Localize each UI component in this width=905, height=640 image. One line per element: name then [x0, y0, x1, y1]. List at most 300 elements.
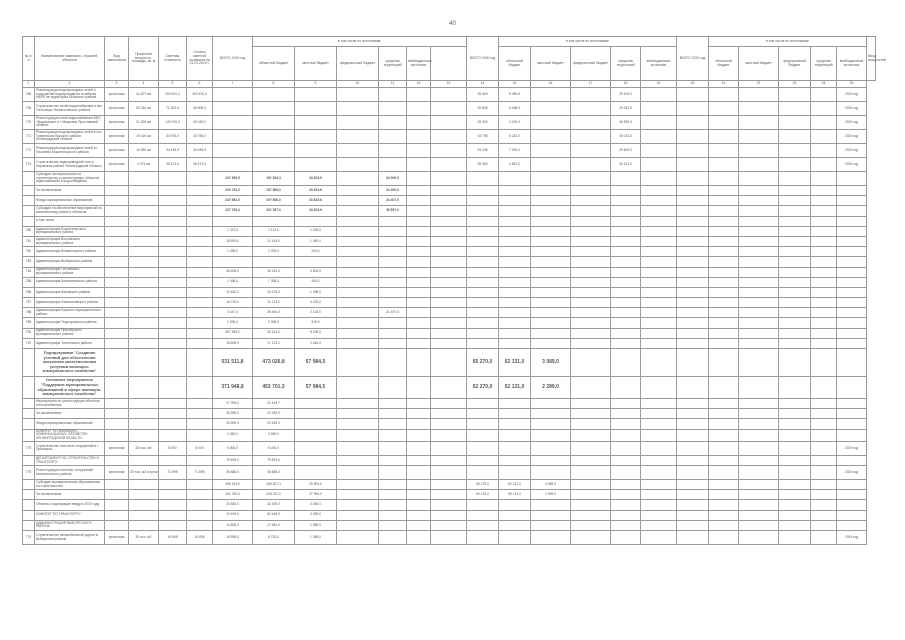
cell-ext19 [407, 257, 431, 267]
column-number: 17 [571, 81, 611, 88]
cell-reg20 [499, 419, 531, 429]
cell-reg19 [253, 257, 295, 267]
cell-fed19 [337, 308, 379, 318]
cell-loc20 [531, 510, 571, 520]
cell-loc21 [709, 236, 739, 246]
cell-reg20 [499, 216, 531, 226]
cell-type [105, 349, 129, 377]
cell-loc19: 1 089,0 [295, 531, 337, 545]
cell-ter19 [379, 409, 407, 419]
cell-total21 [641, 510, 677, 520]
cell-loc21 [709, 257, 739, 267]
cell-fed19 [337, 328, 379, 338]
cell-name: Администрация Тосненского района [35, 338, 105, 348]
cell-cost [159, 480, 187, 490]
cell-loc20 [531, 206, 571, 216]
cell-cap [129, 287, 159, 297]
cell-fed20 [571, 196, 611, 206]
cell-total19 [213, 144, 253, 158]
cell-total19: 1 935,0 [213, 318, 253, 328]
cell-reg20 [499, 455, 531, 465]
cell-loc21 [709, 455, 739, 465]
cell-reg21 [677, 226, 709, 236]
src-federal-2019: федеральный бюджет [337, 47, 379, 81]
cell-reg19: 2 396,0 [253, 318, 295, 328]
cell-fed21 [739, 349, 779, 377]
cell-reg19: 75 593,0 [253, 455, 295, 465]
cell-fed20 [571, 257, 611, 267]
cell-fed21 [739, 441, 779, 455]
cell-fed21 [739, 429, 779, 441]
cell-ext21 [811, 116, 837, 130]
cell-reg21 [677, 186, 709, 196]
cell-loc21 [709, 520, 739, 530]
cell-loc19: 244,0 [295, 247, 337, 257]
subtotal-row [23, 186, 876, 196]
cell-ter21 [779, 88, 811, 102]
cell-loc19: 27 954,0 [295, 490, 337, 500]
cell-ter20: 29 600,0 [611, 144, 641, 158]
cell-type [105, 409, 129, 419]
cell-commission [837, 216, 867, 226]
cell-rem [187, 520, 213, 530]
cell-no: 770 [23, 116, 35, 130]
cell-type: проектная [105, 102, 129, 116]
cell-cost: 400 870,4 [159, 88, 187, 102]
cell-reg20: 62 131,0 [499, 349, 531, 377]
cell-loc20 [531, 429, 571, 441]
cell-cost [159, 429, 187, 441]
cell-ter19 [379, 267, 407, 277]
column-number: 9 [295, 81, 337, 88]
cell-ext19 [407, 531, 431, 545]
cell-reg19 [253, 102, 295, 116]
cell-ext21 [811, 328, 837, 338]
cell-loc20 [531, 318, 571, 328]
cell-reg19: 473 026,8 [253, 349, 295, 377]
cell-ter21 [779, 399, 811, 409]
cell-loc20 [531, 196, 571, 206]
cell-no [23, 490, 35, 500]
cell-ter19 [379, 500, 407, 510]
cell-loc19: 1 398,0 [295, 287, 337, 297]
cell-reg19: 191 933,3 [253, 172, 295, 186]
cell-ter21 [779, 328, 811, 338]
cell-fed19 [337, 419, 379, 429]
cell-total19: 46 696,0 [213, 267, 253, 277]
cell-rem [187, 257, 213, 267]
cell-reg20 [499, 318, 531, 328]
cell-blank19 [431, 144, 467, 158]
cell-ter19 [379, 287, 407, 297]
cell-ter20 [611, 429, 641, 441]
column-number: 15 [499, 81, 531, 88]
cell-fed19 [337, 102, 379, 116]
cell-no [23, 216, 35, 226]
cell-commission [837, 328, 867, 338]
cell-ter21 [779, 510, 811, 520]
cell-name: КОМИТЕТ ПО ЖИЛИЩНО-КОММУНАЛЬНОМУ ХОЗЯЙСТВУ ЛЕНИНГРАДСКОЙ ОБЛАСТИ [35, 429, 105, 441]
column-number: 5 [159, 81, 187, 88]
cell-reg21 [677, 490, 709, 500]
cell-loc19: 33 819,6 [295, 196, 337, 206]
cell-type [105, 419, 129, 429]
cell-reg20: 62 131,0 [499, 377, 531, 399]
cell-cost [159, 236, 187, 246]
cell-fed20 [571, 226, 611, 236]
cell-ter19 [379, 88, 407, 102]
cell-loc21 [709, 349, 739, 377]
cell-total21 [641, 531, 677, 545]
cell-ter20 [611, 196, 641, 206]
cell-fed19 [337, 510, 379, 520]
table-header [23, 37, 886, 88]
cell-reg19: 82 649,0 [253, 510, 295, 520]
cell-fed21 [739, 318, 779, 328]
cell-total20 [467, 247, 499, 257]
cell-total21 [641, 399, 677, 409]
cell-type [105, 206, 129, 216]
cell-ter19: 34 000,0 [379, 172, 407, 186]
cell-no: 790 [23, 328, 35, 338]
cell-ext19 [407, 349, 431, 377]
cell-loc20 [531, 287, 571, 297]
cell-rem [187, 196, 213, 206]
cell-ter21 [779, 267, 811, 277]
cell-total19: 75 593,0 [213, 455, 253, 465]
cell-fed20 [571, 88, 611, 102]
cell-reg19 [253, 116, 295, 130]
cell-ter20 [611, 308, 641, 318]
cell-fed19 [337, 267, 379, 277]
cell-name: Строительство водопроводной сети в Кировском районе Ленинградской области [35, 158, 105, 172]
cell-cap [129, 172, 159, 186]
cell-ter20 [611, 267, 641, 277]
cell-cost [159, 328, 187, 338]
cell-ter20 [611, 399, 641, 409]
cell-loc20 [531, 308, 571, 318]
cell-ext19 [407, 328, 431, 338]
cell-name: Администрация Подпорожского района [35, 318, 105, 328]
col-name: Наименование заказчика, отраслей, объектов [35, 37, 105, 81]
cell-type: проектная [105, 116, 129, 130]
cell-ter19 [379, 377, 407, 399]
column-number: 8 [253, 81, 295, 88]
cell-loc21 [709, 399, 739, 409]
cell-loc19 [295, 144, 337, 158]
cell-cost [159, 247, 187, 257]
cell-cost: 34 436,9 [159, 144, 187, 158]
tail-row [23, 490, 876, 500]
cell-total19: 15 693,0 [213, 236, 253, 246]
cell-reg20 [499, 500, 531, 510]
cell-reg19: 40 144,0 [253, 328, 295, 338]
cell-reg20 [499, 267, 531, 277]
cell-name: Реконструкция очистных сооружений Кингисеппского района [35, 466, 105, 480]
cell-reg21 [677, 349, 709, 377]
cell-fed20 [571, 236, 611, 246]
cell-no: 788 [23, 308, 35, 318]
cell-reg19: 157 506,0 [253, 186, 295, 196]
cell-reg21 [677, 130, 709, 144]
cell-blank19 [431, 455, 467, 465]
cell-type: проектная [105, 88, 129, 102]
cell-cost: 8 000 [159, 441, 187, 455]
cell-loc20: 3 089,0 [531, 349, 571, 377]
cell-fed21 [739, 298, 779, 308]
cell-total21 [641, 429, 677, 441]
cell-fed20 [571, 429, 611, 441]
cell-loc21 [709, 480, 739, 490]
cell-total21 [641, 102, 677, 116]
cell-commission [837, 500, 867, 510]
cell-name: Основное мероприятие "Поддержка муниципальных образований в сфере жилищно-коммунального хозяйства" [35, 377, 105, 399]
cell-ter21 [779, 480, 811, 490]
cell-loc21 [709, 338, 739, 348]
cell-commission [837, 226, 867, 236]
cell-rem [187, 172, 213, 186]
cell-name: Администрация Выборгского района [35, 257, 105, 267]
cell-ext19 [407, 500, 431, 510]
cell-total19: 1 372,6 [213, 226, 253, 236]
cell-fed20 [571, 328, 611, 338]
cell-loc21 [709, 226, 739, 236]
cell-total19 [213, 116, 253, 130]
column-number: 13 [431, 81, 467, 88]
cell-reg20 [499, 247, 531, 257]
cell-reg20 [499, 257, 531, 267]
cell-rem [187, 455, 213, 465]
cell-total20 [467, 216, 499, 226]
cell-rem [187, 308, 213, 318]
cell-type: проектная [105, 531, 129, 545]
cell-loc21 [709, 419, 739, 429]
cell-no: 782 [23, 247, 35, 257]
cell-cap: 44,207 км [129, 88, 159, 102]
cell-loc21 [709, 216, 739, 226]
cell-loc20 [531, 338, 571, 348]
cell-loc21 [709, 531, 739, 545]
cell-reg21 [677, 500, 709, 510]
cell-rem [187, 277, 213, 287]
cell-total20 [467, 186, 499, 196]
cell-ter20 [611, 328, 641, 338]
cell-reg21 [677, 257, 709, 267]
cell-loc19: 915,0 [295, 318, 337, 328]
cell-total21 [641, 409, 677, 419]
cell-loc19 [295, 399, 337, 409]
cell-loc21 [709, 377, 739, 399]
cell-name: Подпрограмма "Создание условий для обеспечения населения качественными услугами жилищно-коммунального хозяйства" [35, 349, 105, 377]
district-row [23, 298, 876, 308]
cell-name: Мероприятия по реконструкции объектов теплоснабжения [35, 399, 105, 409]
cell-commission [837, 277, 867, 287]
cell-ext21 [811, 338, 837, 348]
cell-fed21 [739, 287, 779, 297]
cell-cost [159, 409, 187, 419]
cell-cost: 71 202,9 [159, 102, 187, 116]
cell-reg21 [677, 480, 709, 490]
cell-cap: 21 405 км [129, 116, 159, 130]
cell-ter19: 34 400,0 [379, 186, 407, 196]
cell-fed19 [337, 206, 379, 216]
cell-ext19 [407, 277, 431, 287]
cell-fed20 [571, 531, 611, 545]
cell-ext21 [811, 172, 837, 186]
cell-ext19 [407, 144, 431, 158]
cell-loc19: 3 455,0 [295, 500, 337, 510]
cell-loc20 [531, 158, 571, 172]
cell-total21 [641, 172, 677, 186]
cell-type: проектная [105, 441, 129, 455]
column-number: 2 [35, 81, 105, 88]
cell-reg21 [677, 308, 709, 318]
cell-ter21 [779, 186, 811, 196]
subtotal-row [23, 206, 876, 216]
cell-total21 [641, 277, 677, 287]
cell-loc19: 33 819,6 [295, 186, 337, 196]
column-number: 20 [677, 81, 709, 88]
cell-total20 [467, 466, 499, 480]
cell-total19 [213, 130, 253, 144]
cell-fed20 [571, 277, 611, 287]
cell-ter19 [379, 490, 407, 500]
cell-fed20 [571, 490, 611, 500]
cell-total20 [467, 409, 499, 419]
cell-cap: 25 тыс. м3 [129, 441, 159, 455]
cell-ter19 [379, 116, 407, 130]
cell-ter19 [379, 298, 407, 308]
district-row [23, 287, 876, 297]
cell-reg21 [677, 466, 709, 480]
column-number: 4 [129, 81, 159, 88]
cell-ter21 [779, 377, 811, 399]
cell-reg21 [677, 510, 709, 520]
cell-name: Строительство очистных сооружений в г. Приозерск [35, 441, 105, 455]
cell-name: Субсидии на мероприятия по строительству и реконструкции объектов водоснабжения и водоотведения [35, 172, 105, 186]
cell-blank19 [431, 399, 467, 409]
subtotal-row [23, 216, 876, 226]
cell-total19: 230 726,0 [213, 186, 253, 196]
cell-cap: 10 090 км [129, 144, 159, 158]
cell-fed20 [571, 480, 611, 490]
cell-reg20 [499, 226, 531, 236]
cell-total21 [641, 196, 677, 206]
cell-fed20 [571, 441, 611, 455]
cell-name: Администрация Бокситогорского муниципального района [35, 226, 105, 236]
cell-fed21 [739, 226, 779, 236]
cell-total19: 497 455,0 [213, 328, 253, 338]
cell-fed21 [739, 466, 779, 480]
cell-ter21 [779, 419, 811, 429]
cell-blank19 [431, 277, 467, 287]
cell-fed20 [571, 500, 611, 510]
cell-loc21 [709, 206, 739, 216]
cell-total20 [467, 196, 499, 206]
cell-blank19 [431, 257, 467, 267]
cell-cap [129, 520, 159, 530]
cell-cap [129, 196, 159, 206]
cell-rem [187, 419, 213, 429]
tail-row [23, 520, 876, 530]
cell-name: Строительство сетей водоснабжения в пос. Гостилицы Ломоносовского района [35, 102, 105, 116]
cell-blank19 [431, 409, 467, 419]
cell-blank19 [431, 298, 467, 308]
cell-ter20 [611, 318, 641, 328]
cell-ext19 [407, 102, 431, 116]
cell-fed21 [739, 399, 779, 409]
cell-commission [837, 409, 867, 419]
cell-ext19 [407, 158, 431, 172]
cell-ext19 [407, 429, 431, 441]
cell-total20 [467, 236, 499, 246]
cell-total20: 35 369 [467, 158, 499, 172]
page-number: 40 [449, 21, 456, 27]
cell-type: проектная [105, 130, 129, 144]
cell-total21 [641, 500, 677, 510]
cell-no [23, 480, 35, 490]
cell-total20: 34 436 [467, 144, 499, 158]
cell-fed20 [571, 308, 611, 318]
project-row [23, 88, 876, 102]
cell-ter20: 30 023,0 [611, 130, 641, 144]
cell-ter21 [779, 287, 811, 297]
cell-blank19 [431, 338, 467, 348]
tail-row [23, 399, 876, 409]
cell-ter20 [611, 186, 641, 196]
cell-type [105, 500, 129, 510]
cell-ter20 [611, 287, 641, 297]
cell-rem [187, 298, 213, 308]
cell-ter19 [379, 257, 407, 267]
cell-loc21 [709, 500, 739, 510]
cell-fed20 [571, 520, 611, 530]
cell-fed21 [739, 267, 779, 277]
cell-rem [187, 287, 213, 297]
cell-fed21 [739, 419, 779, 429]
cell-total20 [467, 172, 499, 186]
cell-reg19: 35 888,0 [253, 466, 295, 480]
cell-reg21 [677, 144, 709, 158]
cell-type [105, 318, 129, 328]
cell-total21 [641, 338, 677, 348]
district-row [23, 247, 876, 257]
cell-blank19 [431, 186, 467, 196]
cell-total19: 371 948,8 [213, 377, 253, 399]
cell-fed19 [337, 116, 379, 130]
cell-loc20 [531, 247, 571, 257]
cell-commission [837, 196, 867, 206]
cell-fed19 [337, 186, 379, 196]
cell-ter19 [379, 531, 407, 545]
cell-reg20 [499, 409, 531, 419]
cell-commission [837, 429, 867, 441]
cell-name: За исключением [35, 490, 105, 500]
cell-fed21 [739, 216, 779, 226]
cell-reg20 [499, 429, 531, 441]
col-no: № п/п [23, 37, 35, 81]
cell-reg21 [677, 455, 709, 465]
cell-loc19: 1 305,0 [295, 226, 337, 236]
cell-type [105, 172, 129, 186]
cell-ter20 [611, 172, 641, 186]
cell-loc21 [709, 429, 739, 441]
cell-ext21 [811, 298, 837, 308]
cell-cost [159, 510, 187, 520]
column-number: 12 [407, 81, 431, 88]
cell-total21 [641, 349, 677, 377]
cell-ter20 [611, 520, 641, 530]
